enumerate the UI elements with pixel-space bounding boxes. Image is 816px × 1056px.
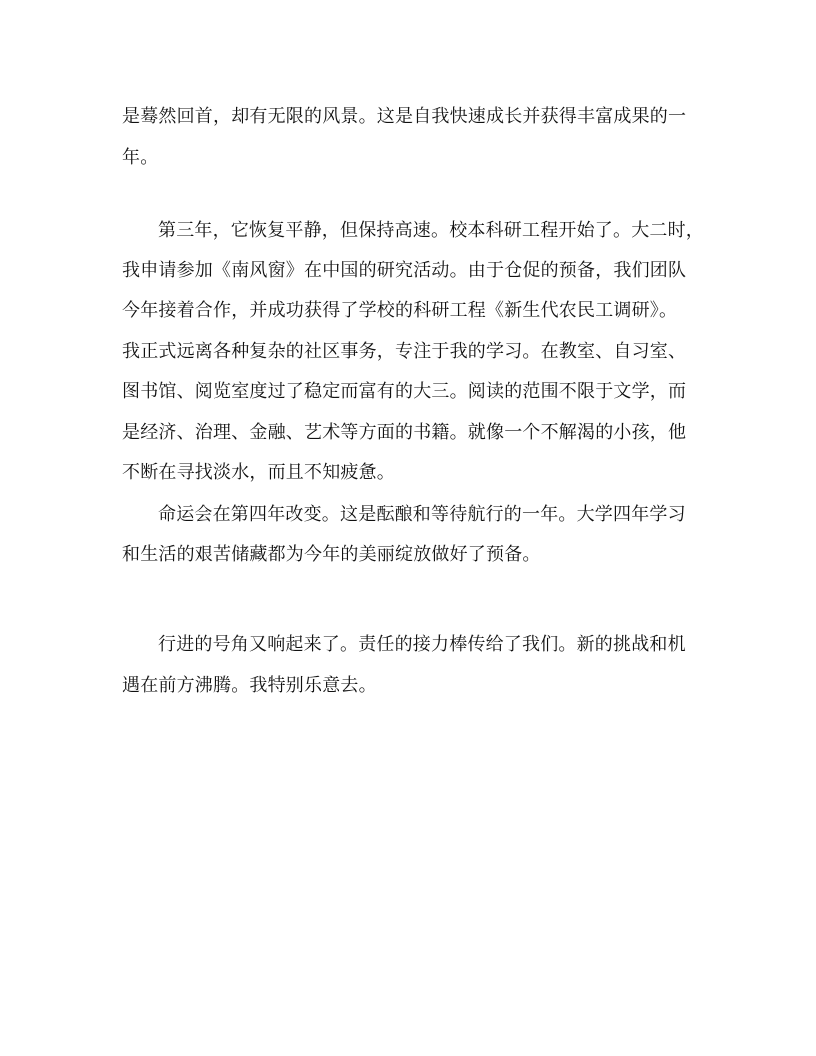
text-line-4: 我申请参加《南风窗》在中国的研究活动。由于仓促的预备，我们团队 [122, 260, 687, 281]
text-line-2: 年。 [122, 147, 159, 168]
text-line-10: 命运会在第四年改变。这是酝酿和等待航行的一年。大学四年学习 [158, 504, 686, 525]
text-line-5: 今年接着合作，并成功获得了学校的科研工程《新生代农民工调研》。 [122, 300, 678, 321]
text-line-6: 我正式远离各种复杂的社区事务，专注于我的学习。在教室、自习室、 [122, 341, 687, 362]
text-line-1: 是蓦然回首，却有无限的风景。这是自我快速成长并获得丰富成果的一 [122, 106, 687, 127]
text-line-7: 图书馆、阅览室度过了稳定而富有的大三。阅读的范围不限于文学，而 [122, 381, 687, 402]
text-line-9: 不断在寻找淡水，而且不知疲惫。 [122, 462, 395, 483]
text-line-3: 第三年，它恢复平静，但保持高速。校本科研工程开始了。大二时， [158, 220, 704, 241]
text-line-8: 是经济、治理、金融、艺术等方面的书籍。就像一个不解渴的小孩，他 [122, 422, 687, 443]
text-line-13: 遇在前方沸腾。我特别乐意去。 [122, 675, 377, 696]
text-line-12: 行进的号角又响起来了。责任的接力棒传给了我们。新的挑战和机 [158, 634, 686, 655]
text-line-11: 和生活的艰苦储藏都为今年的美丽绽放做好了预备。 [122, 544, 541, 565]
